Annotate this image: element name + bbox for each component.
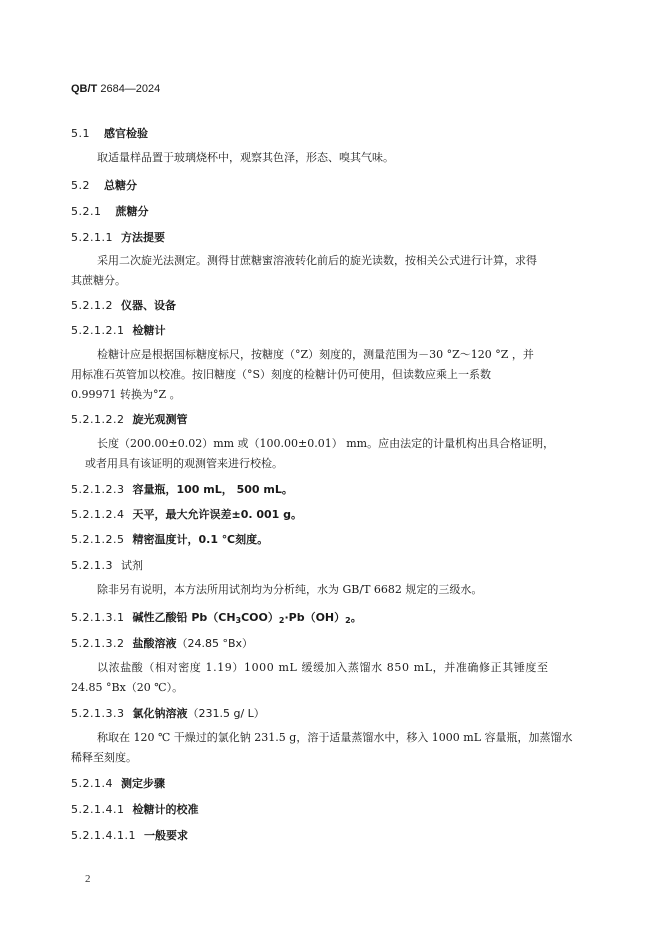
heading-5-2-1-2-2: 5.2.1.2.2 旋光观测管 xyxy=(71,413,188,426)
paragraph-5-2-1-2-1: 检糖计应是根据国标糖度标尺，按糖度（°Z）刻度的，测量范围为－30 °Z～120 °Z ，并 用标准石英管加以校准。按旧糖度（°S）刻度的检糖计仍可使用，但读数应乘上一系数 0.99971 转换为°Z 。 xyxy=(71,348,534,401)
heading-5-2-1-3-2: 5.2.1.3.2 盐酸溶液（24.85 °Bx） xyxy=(71,637,254,650)
paragraph-5-2-1-2-2: 长度（200.00±0.02）mm 或（100.00±0.01） mm。应由法定的计量机构出具合格证明， 或者用具有该证明的观测管来进行校检。 xyxy=(85,437,555,470)
paragraph-5-2-1-3-2: 以浓盐酸（相对密度 1.19）1000 mL 缓缓加入蒸馏水 850 mL，并准确修正其锤度至 24.85 °Bx（20 ℃）。 xyxy=(71,661,549,694)
heading-5-2-1-4-1-1: 5.2.1.4.1.1 一般要求 xyxy=(71,829,188,842)
heading-5-2-1-4: 5.2.1.4 测定步骤 xyxy=(71,777,165,790)
heading-5-2-1-1: 5.2.1.1 方法提要 xyxy=(71,231,165,244)
paragraph-5-1: 取适量样品置于玻璃烧杯中，观察其色泽，形态、嗅其气味。 xyxy=(97,151,394,164)
heading-5-2-1-2-5: 5.2.1.2.5 精密温度计，0.1 ℃刻度。 xyxy=(71,533,269,546)
heading-5-2-1-3: 5.2.1.3 试剂 xyxy=(71,559,143,572)
paragraph-5-2-1-1: 采用二次旋光法测定。测得甘蔗糖蜜溶液转化前后的旋光读数，按相关公式进行计算，求得 其蔗糖分。 xyxy=(71,254,537,287)
heading-5-1: 5.1 感官检验 xyxy=(71,127,148,140)
heading-5-2-1-2-1: 5.2.1.2.1 检糖计 xyxy=(71,324,166,337)
standard-code-header: QB/T 2684—2024 xyxy=(71,83,161,95)
heading-5-2-1: 5.2.1 蔗糖分 xyxy=(71,205,149,218)
paragraph-5-2-1-3: 除非另有说明，本方法所用试剂均为分析纯，水为 GB/T 6682 规定的三级水。 xyxy=(97,583,483,596)
page-number: 2 xyxy=(85,873,91,885)
heading-5-2-1-2: 5.2.1.2 仪器、设备 xyxy=(71,299,176,312)
heading-5-2-1-4-1: 5.2.1.4.1 检糖计的校准 xyxy=(71,803,199,816)
heading-5-2-1-2-3: 5.2.1.2.3 容量瓶，100 mL， 500 mL。 xyxy=(71,483,293,496)
heading-5-2-1-3-1: 5.2.1.3.1 碱性乙酸铅 $Pb(CH_3COO)_2\cdot Pb(OH)_2$。 xyxy=(71,611,362,625)
heading-5-2: 5.2 总糖分 xyxy=(71,179,137,192)
paragraph-5-2-1-3-3: 称取在 120 ℃ 干燥过的氯化钠 231.5 g，溶于适量蒸馏水中，移入 1000 mL 容量瓶，加蒸馏水 稀释至刻度。 xyxy=(71,731,573,764)
heading-5-2-1-2-4: 5.2.1.2.4 天平，最大允许误差±0. 001 g。 xyxy=(71,508,303,521)
heading-5-2-1-3-3: 5.2.1.3.3 氯化钠溶液（231.5 g/ L） xyxy=(71,707,265,720)
